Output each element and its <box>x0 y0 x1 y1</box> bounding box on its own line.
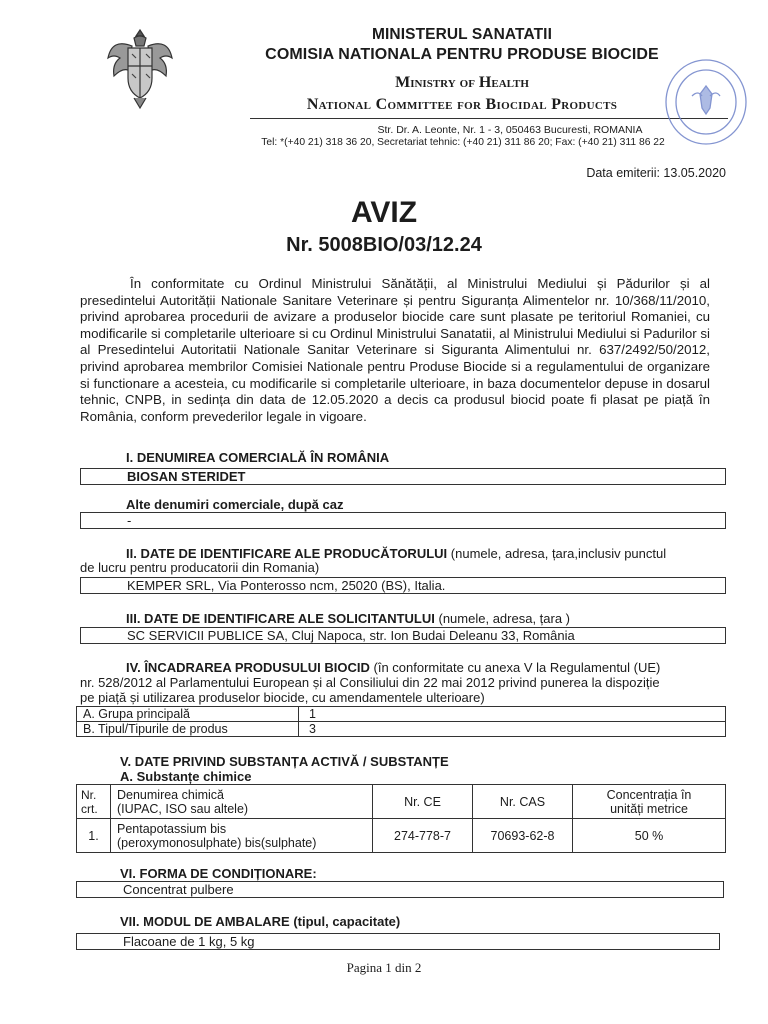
row-concentration: 50 % <box>573 819 726 853</box>
row-cas: 70693-62-8 <box>473 819 573 853</box>
alt-names-value: - <box>127 513 132 528</box>
section-7-title: VII. MODUL DE AMBALARE (tipul, capacitate) <box>120 914 401 929</box>
section-5-title: V. DATE PRIVIND SUBSTANȚA ACTIVĂ / SUBSTANȚE <box>120 754 449 769</box>
ministry-title-ro: MINISTERUL SANATATII <box>372 26 552 43</box>
committee-title-ro: COMISIA NATIONALA PENTRU PRODUSE BIOCIDE <box>265 46 659 63</box>
ministry-title-en: Ministry of Health <box>395 74 529 91</box>
header-address: Str. Dr. A. Leonte, Nr. 1 - 3, 050463 Bucuresti, ROMANIA <box>377 124 643 136</box>
group-label: A. Grupa principală <box>77 707 299 722</box>
col-chemical-name: Denumirea chimică (IUPAC, ISO sau altele) <box>111 785 373 819</box>
producer-value: KEMPER SRL, Via Ponterosso ncm, 25020 (BS), Italia. <box>127 578 446 593</box>
section-5-subtitle: A. Substanțe chimice <box>120 769 252 784</box>
coat-of-arms-icon <box>104 24 176 114</box>
product-classification-table <box>76 706 726 737</box>
table-row <box>77 819 726 853</box>
section-2-note-cont: de lucru pentru producatorii din Romania) <box>80 560 320 575</box>
product-type-label: B. Tipul/Tipurile de produs <box>77 722 299 737</box>
header-divider <box>250 118 728 119</box>
col-concentration: Concentrația în unități metrice <box>573 785 726 819</box>
col-cas: Nr. CAS <box>473 785 573 819</box>
section-4-note-line2: nr. 528/2012 al Parlamentului European și al Consiliului din 22 mai 2012 privind punerea la dispoziție <box>80 675 660 690</box>
alt-names-title: Alte denumiri comerciale, după caz <box>126 497 344 512</box>
formulation-value: Concentrat pulbere <box>123 882 234 897</box>
table-header-row <box>77 785 726 819</box>
section-1-title: I. DENUMIREA COMERCIALĂ ÎN ROMÂNIA <box>126 450 390 465</box>
intro-paragraph: În conformitate cu Ordinul Ministrului Sănătății, al Ministrului Mediului și Pădurilor și al presedintelui Autorității Nationale Sanitare Veterinare și pentru Siguranța Alimentelor nr. 10/368/11/2010, privind aprobarea procedurii de avizare a produselor biocide care sunt plasate pe teritoriul Romaniei, cu modificarile si completarile ulterioare si cu Ordinul Ministrului Sanatatii, al Ministrului Mediului si Padurilor si al Presedintelui Autoritatii Nationale Sanitar Veterinare si Siguranta Alimentului nr. 637/2492/50/2012, privind aprobarea membrilor Comisiei Nationale pentru Produse Biocide si a regulamentului de organizare si functionare a acesteia, cu modificarile si completarile ulterioare, in baza documentelor depuse in dosarul tehnic, CNPB, in sedința din data de 12.05.2020 a decis ca produsul biocid poate fi plasat pe piață în România, conform prevederilor legale in vigoare. <box>80 276 710 424</box>
commercial-name-value: BIOSAN STERIDET <box>127 469 246 484</box>
section-6-title: VI. FORMA DE CONDIȚIONARE: <box>120 866 317 881</box>
row-chemical-name: Pentapotassium bis (peroxymonosulphate) bis(sulphate) <box>111 819 373 853</box>
section-2-heading <box>126 546 726 561</box>
producer-field <box>80 577 726 594</box>
document-title: AVIZ <box>350 196 418 229</box>
formulation-field <box>76 881 724 898</box>
packaging-field <box>76 933 720 950</box>
section-4-note-line3: pe piață și utilizarea produselor biocide, cu amendamentele ulterioare) <box>80 690 485 705</box>
official-stamp-icon <box>662 56 750 152</box>
committee-title-en: National Committee for Biocidal Products <box>306 96 618 113</box>
section-3-heading <box>126 611 570 626</box>
section-4-note: (în conformitate cu anexa V la Regulamentul (UE) <box>373 660 661 675</box>
packaging-value: Flacoane de 1 kg, 5 kg <box>123 934 255 949</box>
product-type-value: 3 <box>299 722 726 737</box>
section-4-title: IV. ÎNCADRAREA PRODUSULUI BIOCID <box>126 660 370 675</box>
applicant-value: SC SERVICII PUBLICE SA, Cluj Napoca, str. Ion Budai Deleanu 33, România <box>127 628 575 643</box>
row-ce: 274-778-7 <box>373 819 473 853</box>
col-nr: Nr. crt. <box>77 785 111 819</box>
col-ce: Nr. CE <box>373 785 473 819</box>
page-number: Pagina 1 din 2 <box>346 960 422 975</box>
header-contacts: Tel: *(+40 21) 318 36 20, Secretariat tehnic: (+40 21) 311 86 20; Fax: (+40 21) 311 86 22 <box>261 137 665 148</box>
row-nr: 1. <box>77 819 111 853</box>
commercial-name-field <box>80 468 726 485</box>
section-4-heading <box>126 660 726 675</box>
section-3-title: III. DATE DE IDENTIFICARE ALE SOLICITANTULUI <box>126 611 435 626</box>
group-value: 1 <box>299 707 726 722</box>
alt-names-field <box>80 512 726 529</box>
table-row <box>77 707 726 722</box>
active-substances-table <box>76 784 726 853</box>
applicant-field <box>80 627 726 644</box>
issue-date: Data emiterii: 13.05.2020 <box>586 166 726 180</box>
section-2-note: (numele, adresa, țara,inclusiv punctul <box>450 546 667 561</box>
table-row <box>77 722 726 737</box>
section-2-title: II. DATE DE IDENTIFICARE ALE PRODUCĂTORULUI <box>126 546 448 561</box>
section-3-note: (numele, adresa, țara ) <box>438 611 571 626</box>
document-number: Nr. 5008BIO/03/12.24 <box>286 234 482 256</box>
